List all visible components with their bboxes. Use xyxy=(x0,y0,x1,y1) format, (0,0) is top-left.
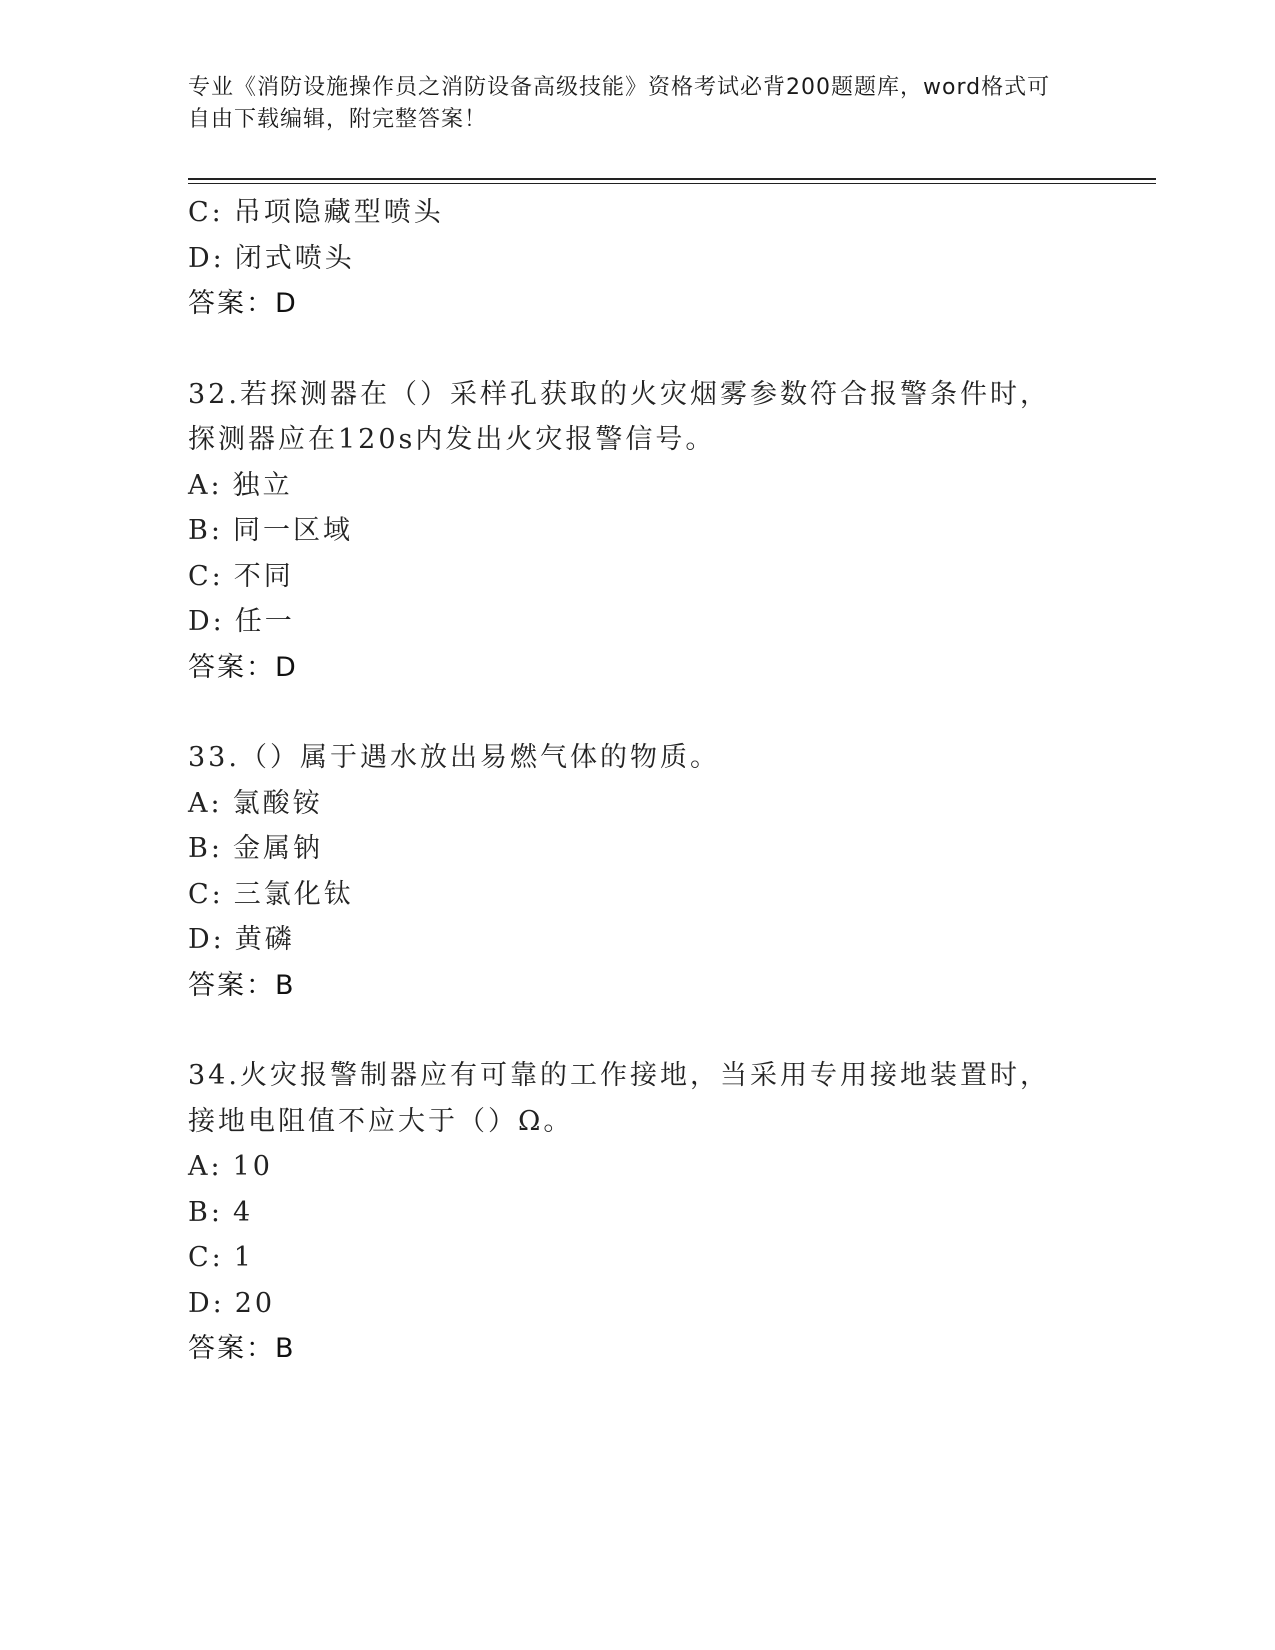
option-c xyxy=(188,1235,1088,1281)
option-text: 任一 xyxy=(234,606,295,637)
option-key: A: xyxy=(188,787,223,819)
option-key: C: xyxy=(188,197,224,228)
option-c xyxy=(188,872,1088,918)
option-text: 黄磷 xyxy=(234,924,295,955)
option-a xyxy=(188,463,1088,509)
option-key: C: xyxy=(188,560,224,592)
spacer xyxy=(188,690,1088,735)
question-list xyxy=(188,190,1088,1372)
option-key: D: xyxy=(188,924,225,955)
question-32 xyxy=(188,372,1088,691)
option-key: C: xyxy=(188,878,224,910)
option-d xyxy=(188,236,1088,282)
option-text: 氯酸铵 xyxy=(232,787,323,819)
answer: 答案：D xyxy=(188,288,298,319)
header-divider-thin xyxy=(188,183,1156,184)
question-33 xyxy=(188,735,1088,1008)
option-key: B: xyxy=(188,833,223,864)
option-b xyxy=(188,1190,1088,1236)
option-d xyxy=(188,917,1088,963)
option-text: 三氯化钛 xyxy=(233,878,354,910)
question-34 xyxy=(188,1053,1088,1372)
option-key: D: xyxy=(188,1287,225,1319)
question-stem: 34.火灾报警制器应有可靠的工作接地，当采用专用接地装置时，接地电阻值不应大于（）Ω。 xyxy=(188,1060,1050,1137)
option-text: 20 xyxy=(234,1287,276,1319)
spacer xyxy=(188,327,1088,372)
header-divider-thick xyxy=(188,178,1156,180)
option-c xyxy=(188,190,1088,236)
option-text: 金属钠 xyxy=(232,833,323,864)
option-d xyxy=(188,599,1088,645)
option-b xyxy=(188,508,1088,554)
option-key: B: xyxy=(188,1196,223,1228)
option-c xyxy=(188,554,1088,600)
option-key: B: xyxy=(188,515,223,546)
question-stem: 33.（）属于遇水放出易燃气体的物质。 xyxy=(188,742,720,773)
option-text: 1 xyxy=(233,1242,254,1273)
option-key: A: xyxy=(188,469,223,501)
spacer xyxy=(188,1008,1088,1053)
option-text: 4 xyxy=(232,1196,254,1228)
option-text: 不同 xyxy=(233,560,294,592)
option-key: D: xyxy=(188,606,225,637)
option-a xyxy=(188,781,1088,827)
option-text: 吊项隐藏型喷头 xyxy=(233,197,444,228)
option-text: 独立 xyxy=(232,469,293,501)
option-text: 闭式喷头 xyxy=(234,242,355,274)
answer: 答案：B xyxy=(188,1333,296,1364)
answer: 答案：B xyxy=(188,969,296,1001)
option-text: 同一区域 xyxy=(232,515,353,546)
option-b xyxy=(188,826,1088,872)
option-key: A: xyxy=(188,1151,223,1182)
option-key: C: xyxy=(188,1242,224,1273)
question-31-continued xyxy=(188,190,1088,327)
question-stem: 32.若探测器在（）采样孔获取的火灾烟雾参数符合报警条件时，探测器应在120s内发出火灾报警信号。 xyxy=(188,378,1050,455)
document-header: 专业《消防设施操作员之消防设备高级技能》资格考试必背200题题库，word格式可自由下载编辑，附完整答案！ xyxy=(188,75,1051,132)
option-a xyxy=(188,1144,1088,1190)
option-text: 10 xyxy=(232,1151,273,1182)
answer: 答案：D xyxy=(188,651,298,683)
option-key: D: xyxy=(188,242,225,274)
option-d xyxy=(188,1281,1088,1327)
